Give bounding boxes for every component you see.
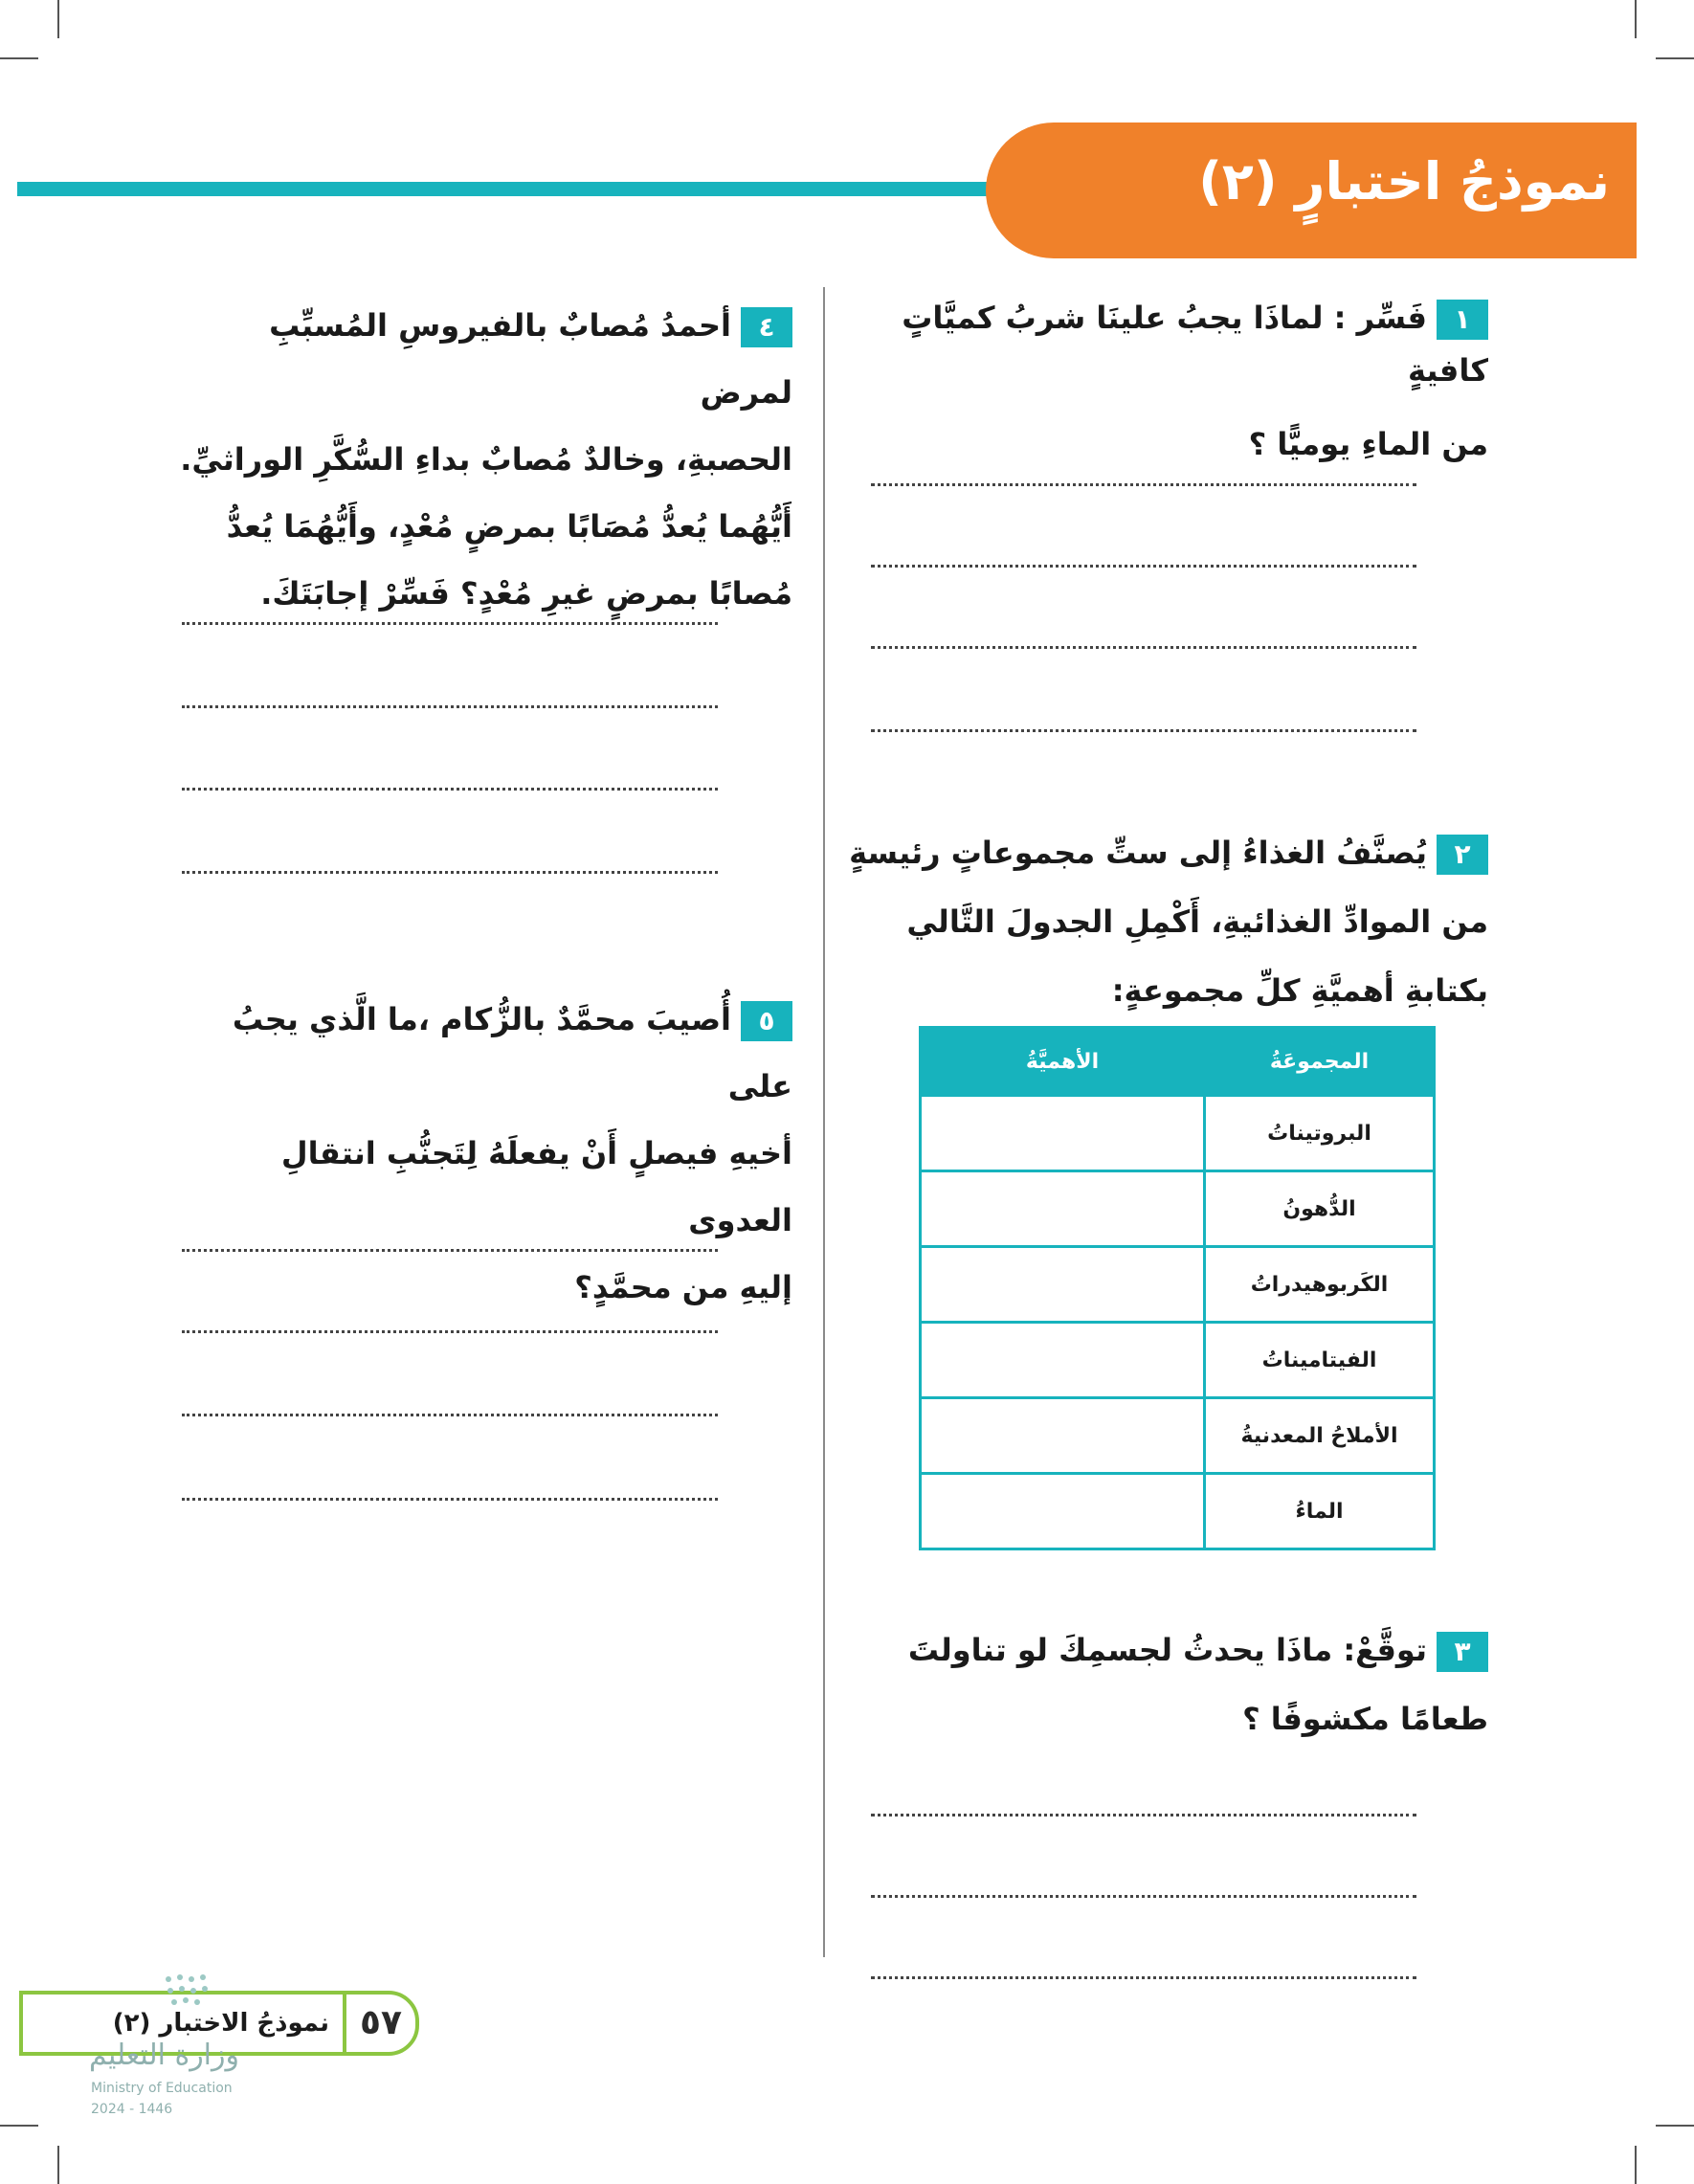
answer-line[interactable] bbox=[182, 788, 718, 791]
answer-line[interactable] bbox=[871, 1895, 1416, 1898]
answer-line[interactable] bbox=[182, 1498, 718, 1501]
answer-line[interactable] bbox=[182, 622, 718, 625]
table-row bbox=[921, 1171, 1435, 1247]
answer-line[interactable] bbox=[871, 1814, 1416, 1816]
question-text: الحصبةِ، وخالدٌ مُصابٌ بداءِ السُّكَّرِ الوراثيِّ. bbox=[180, 441, 792, 478]
header-rule bbox=[17, 182, 1013, 196]
edition-year: 2024 - 1446 bbox=[91, 2102, 173, 2117]
answer-line[interactable] bbox=[182, 1249, 718, 1252]
group-cell: الفيتاميناتُ bbox=[1205, 1323, 1435, 1398]
question-text: من الموادِّ الغذائيةِ، أَكْمِلِ الجدولَ التَّالي bbox=[906, 903, 1488, 940]
question-text: مُصابًا بمرضٍ غيرِ مُعْدٍ؟ فَسِّرْ إجابَتَكَ. bbox=[260, 575, 792, 612]
crop-mark bbox=[0, 57, 38, 59]
footer-title: نموذجُ الاختبار (٢) bbox=[112, 2009, 329, 2038]
group-cell: الأملاحُ المعدنيةُ bbox=[1205, 1398, 1435, 1474]
importance-cell[interactable] bbox=[921, 1474, 1205, 1549]
title-banner bbox=[986, 123, 1637, 258]
page-number: ٥٧ bbox=[343, 1995, 415, 2052]
question-1 bbox=[818, 292, 1488, 471]
question-2 bbox=[799, 818, 1488, 1025]
crop-mark bbox=[0, 2125, 38, 2127]
question-text: أخيهِ فيصلٍ أَنْ يفعلَهُ لِتَجنُّبِ انتقالِ العدوى bbox=[280, 1135, 792, 1238]
answer-line[interactable] bbox=[182, 871, 718, 874]
question-text: من الماءِ يوميًّا ؟ bbox=[1248, 426, 1488, 462]
question-text: طعامًا مكشوفًا ؟ bbox=[1242, 1701, 1488, 1737]
group-cell: البروتيناتُ bbox=[1205, 1096, 1435, 1171]
group-cell: الكَربوهيدراتُ bbox=[1205, 1247, 1435, 1323]
question-text: أحمدُ مُصابٌ بالفيروسِ المُسبِّبِ لمرض bbox=[269, 307, 792, 411]
answer-line[interactable] bbox=[871, 1976, 1416, 1979]
crop-mark bbox=[1656, 57, 1694, 59]
table-row bbox=[921, 1096, 1435, 1171]
answer-line[interactable] bbox=[871, 729, 1416, 732]
answer-line[interactable] bbox=[871, 646, 1416, 649]
answer-line[interactable] bbox=[182, 1330, 718, 1333]
importance-cell[interactable] bbox=[921, 1398, 1205, 1474]
crop-mark bbox=[1656, 2125, 1694, 2127]
importance-cell[interactable] bbox=[921, 1171, 1205, 1247]
table-header-importance: الأهميَّةُ bbox=[921, 1028, 1205, 1096]
ministry-name-en: Ministry of Education bbox=[91, 2081, 233, 2096]
question-4 bbox=[180, 292, 792, 627]
question-3 bbox=[799, 1616, 1488, 1753]
importance-cell[interactable] bbox=[921, 1323, 1205, 1398]
page-title: نموذجُ اختبارٍ (٢) bbox=[1198, 151, 1610, 212]
table-row bbox=[921, 1474, 1435, 1549]
group-cell: الدُّهونُ bbox=[1205, 1171, 1435, 1247]
table-row bbox=[921, 1247, 1435, 1323]
question-text: أُصيبَ محمَّدٌ بالزُّكام ،ما الَّذي يجبُ على bbox=[232, 1001, 792, 1104]
question-number: ٥ bbox=[741, 1001, 792, 1041]
crop-mark bbox=[57, 2146, 59, 2184]
table-row bbox=[921, 1323, 1435, 1398]
importance-cell[interactable] bbox=[921, 1096, 1205, 1171]
crop-mark bbox=[57, 0, 59, 38]
question-text: أَيُّهُما يُعدُّ مُصَابًا بمرضٍ مُعْدٍ، وأَيُّهُمَا يُعدُّ bbox=[226, 508, 792, 545]
question-text: فَسِّر : لماذَا يجبُ علينَا شربُ كميَّاتٍ كافيةٍ bbox=[902, 300, 1488, 389]
ministry-name-ar: وزارة التعليم bbox=[88, 2039, 239, 2072]
question-number: ٤ bbox=[741, 307, 792, 347]
question-text: يُصنَّفُ الغذاءُ إلى ستِّ مجموعاتٍ رئيسةٍ bbox=[849, 835, 1427, 871]
importance-cell[interactable] bbox=[921, 1247, 1205, 1323]
table-header-group: المجموعَةُ bbox=[1205, 1028, 1435, 1096]
question-text: بكتابةِ أهميَّةِ كلِّ مجموعةٍ: bbox=[1111, 972, 1488, 1009]
question-number: ١ bbox=[1437, 300, 1488, 340]
group-cell: الماءُ bbox=[1205, 1474, 1435, 1549]
question-number: ٢ bbox=[1437, 835, 1488, 875]
table-row bbox=[921, 1398, 1435, 1474]
answer-line[interactable] bbox=[871, 565, 1416, 568]
question-number: ٣ bbox=[1437, 1632, 1488, 1672]
answer-line[interactable] bbox=[182, 1414, 718, 1416]
question-5 bbox=[180, 986, 792, 1321]
answer-line[interactable] bbox=[182, 705, 718, 708]
food-groups-table bbox=[919, 1026, 1436, 1550]
answer-line[interactable] bbox=[871, 483, 1416, 486]
question-text: إليهِ من محمَّدٍ؟ bbox=[574, 1269, 792, 1305]
crop-mark bbox=[1635, 2146, 1637, 2184]
question-text: توقَّعْ: ماذَا يحدثُ لجسمِكَ لو تناولتَ bbox=[907, 1632, 1427, 1668]
crop-mark bbox=[1635, 0, 1637, 38]
ministry-logo-dots bbox=[161, 1972, 228, 2019]
